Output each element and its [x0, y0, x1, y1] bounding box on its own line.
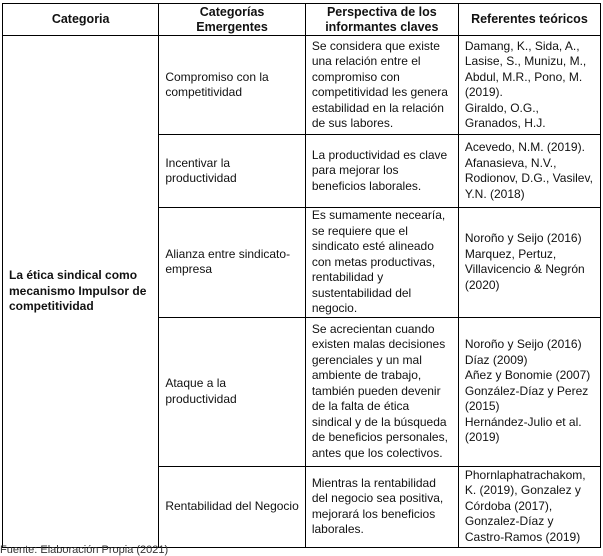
- emergent-category-cell: Ataque a la productividad: [159, 317, 305, 466]
- emergent-category-cell: Compromiso con la competitividad: [159, 36, 305, 135]
- category-cell: La ética sindical como mecanismo Impulsor de competitividad: [3, 36, 159, 548]
- table-row: [3, 36, 601, 135]
- reference-entry: Giraldo, O.G., Granados, H.J.: [464, 100, 546, 130]
- reference-entry: Noroño y Seijo (2016): [464, 337, 582, 352]
- header-categoria: Categoria: [3, 4, 159, 36]
- emergent-category-cell: Incentivar la productividad: [159, 135, 305, 208]
- emergent-category-cell: Alianza entre sindicato-empresa: [159, 208, 305, 318]
- reference-entry: Marquez, Pertuz, Villavicencio & Negrón (2020): [464, 246, 585, 292]
- reference-entry: Díaz (2009): [464, 352, 528, 367]
- table-header-row: [3, 4, 601, 36]
- reference-entry: Damang, K., Sida, A., Lasise, S., Munizu, M., Abdul, M.R., Pono, M. (2019).: [464, 38, 587, 99]
- reference-entry: Añez y Bonomie (2007): [464, 368, 591, 383]
- reference-entry: Afanasieva, N.V., Rodionov, D.G., Vasilev, Y.N. (2018): [464, 155, 593, 201]
- reference-entry: González-Díaz y Perez (2015): [464, 383, 589, 414]
- references-cell: [458, 135, 600, 208]
- reference-entry: Hernández-Julio et al. (2019): [464, 414, 582, 445]
- references-cell: [458, 36, 600, 135]
- reference-entry: Noroño y Seijo (2016): [464, 231, 582, 246]
- perspective-cell: Se acrecientan cuando existen malas decisiones gerenciales y un mal ambiente de trabajo, también pueden devenir de la falta de ética sindical y de la búsqueda de beneficios personales, antes que los colectivos.: [305, 317, 458, 466]
- reference-entry: Phornlaphatrachakom, K. (2019), Gonzalez y Córdoba (2017), Gonzalez-Díaz y Castro-Ramos (2019): [464, 467, 586, 544]
- emergent-category-cell: Rentabilidad del Negocio: [159, 466, 305, 547]
- perspective-cell: Es sumamente necearía, se requiere que el sindicato esté alineado con metas productivas, rentabilidad y sustentabilidad del negocio.: [305, 208, 458, 318]
- header-categorias-emergentes: Categorías Emergentes: [159, 4, 305, 36]
- references-cell: [458, 466, 600, 547]
- header-referentes: Referentes teóricos: [458, 4, 600, 36]
- references-cell: [458, 317, 600, 466]
- reference-entry: Acevedo, N.M. (2019).: [464, 140, 585, 154]
- perspective-cell: Se considera que existe una relación entre el compromiso con competitividad les genera estabilidad en la relación de sus labores.: [305, 36, 458, 135]
- references-cell: [458, 208, 600, 318]
- header-perspectiva: Perspectiva de los informantes claves: [305, 4, 458, 36]
- table-source-caption: Fuente: Elaboración Propia (2021): [0, 544, 169, 556]
- perspective-cell: Mientras la rentabilidad del negocio sea positiva, mejorará los beneficios laborales.: [305, 466, 458, 547]
- perspective-cell: La productividad es clave para mejorar los beneficios laborales.: [305, 135, 458, 208]
